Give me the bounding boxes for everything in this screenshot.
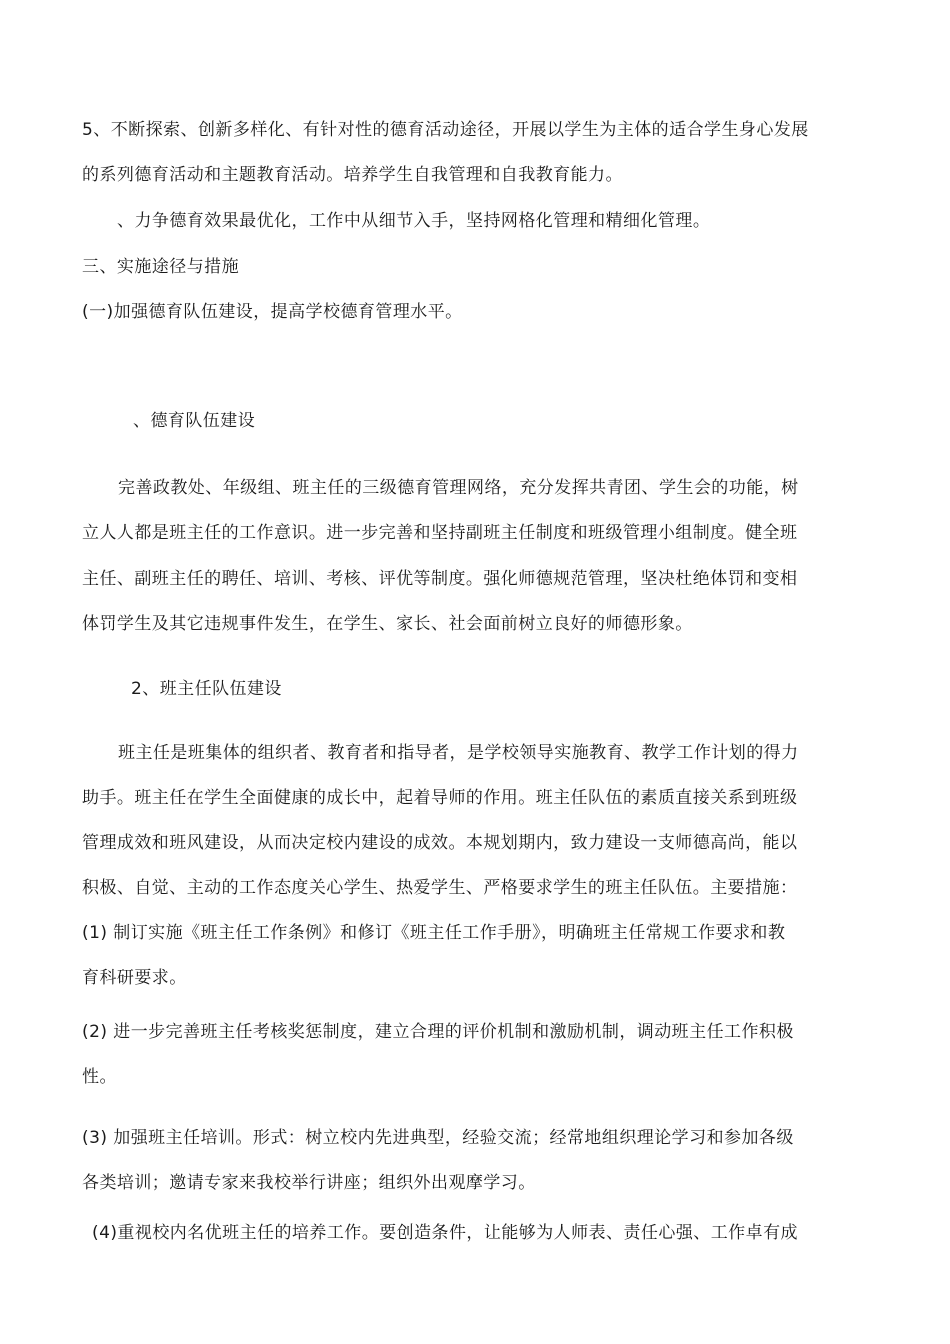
text-line: 立人人都是班主任的工作意识。进一步完善和坚持副班主任制度和班级管理小组制度。健全班 bbox=[82, 523, 798, 543]
text-line: 完善政教处、年级组、班主任的三级德育管理网络，充分发挥共青团、学生会的功能，树 bbox=[118, 478, 799, 498]
text-line: 5、不断探索、创新多样化、有针对性的德育活动途径，开展以学生为主体的适合学生身心发展 bbox=[82, 120, 809, 140]
list-item: (3) 加强班主任培训。形式：树立校内先进典型，经验交流；经常地组织理论学习和参加各级 bbox=[82, 1128, 794, 1148]
text-line: 体罚学生及其它违规事件发生，在学生、家长、社会面前树立良好的师德形象。 bbox=[82, 614, 693, 634]
list-item: (4)重视校内名优班主任的培养工作。要创造条件，让能够为人师表、责任心强、工作卓有成 bbox=[92, 1223, 798, 1243]
subsection-heading: (一)加强德育队伍建设，提高学校德育管理水平。 bbox=[82, 302, 463, 322]
text-line: 助手。班主任在学生全面健康的成长中，起着导师的作用。班主任队伍的素质直接关系到班级 bbox=[82, 788, 798, 808]
list-item: (2) 进一步完善班主任考核奖惩制度，建立合理的评价机制和激励机制，调动班主任工作积极 bbox=[82, 1022, 794, 1042]
section-heading: 三、实施途径与措施 bbox=[82, 257, 240, 277]
text-line: 主任、副班主任的聘任、培训、考核、评优等制度。强化师德规范管理，坚决杜绝体罚和变相 bbox=[82, 569, 798, 589]
text-line: 管理成效和班风建设，从而决定校内建设的成效。本规划期内，致力建设一支师德高尚，能以 bbox=[82, 833, 798, 853]
text-line: 班主任是班集体的组织者、教育者和指导者，是学校领导实施教育、教学工作计划的得力 bbox=[118, 743, 799, 763]
text-line: 积极、自觉、主动的工作态度关心学生、热爱学生、严格要求学生的班主任队伍。主要措施： bbox=[82, 878, 798, 898]
text-line: 、力争德育效果最优化，工作中从细节入手，坚持网格化管理和精细化管理。 bbox=[117, 211, 711, 231]
text-line: 各类培训；邀请专家来我校举行讲座；组织外出观摩学习。 bbox=[82, 1173, 536, 1193]
item-heading: 2、班主任队伍建设 bbox=[131, 679, 282, 699]
list-item: (1) 制订实施《班主任工作条例》和修订《班主任工作手册》，明确班主任常规工作要求和教 bbox=[82, 923, 786, 943]
text-line: 育科研要求。 bbox=[82, 968, 187, 988]
item-heading: 、德育队伍建设 bbox=[133, 411, 256, 431]
text-line: 的系列德育活动和主题教育活动。培养学生自我管理和自我教育能力。 bbox=[82, 165, 623, 185]
text-line: 性。 bbox=[82, 1067, 117, 1087]
